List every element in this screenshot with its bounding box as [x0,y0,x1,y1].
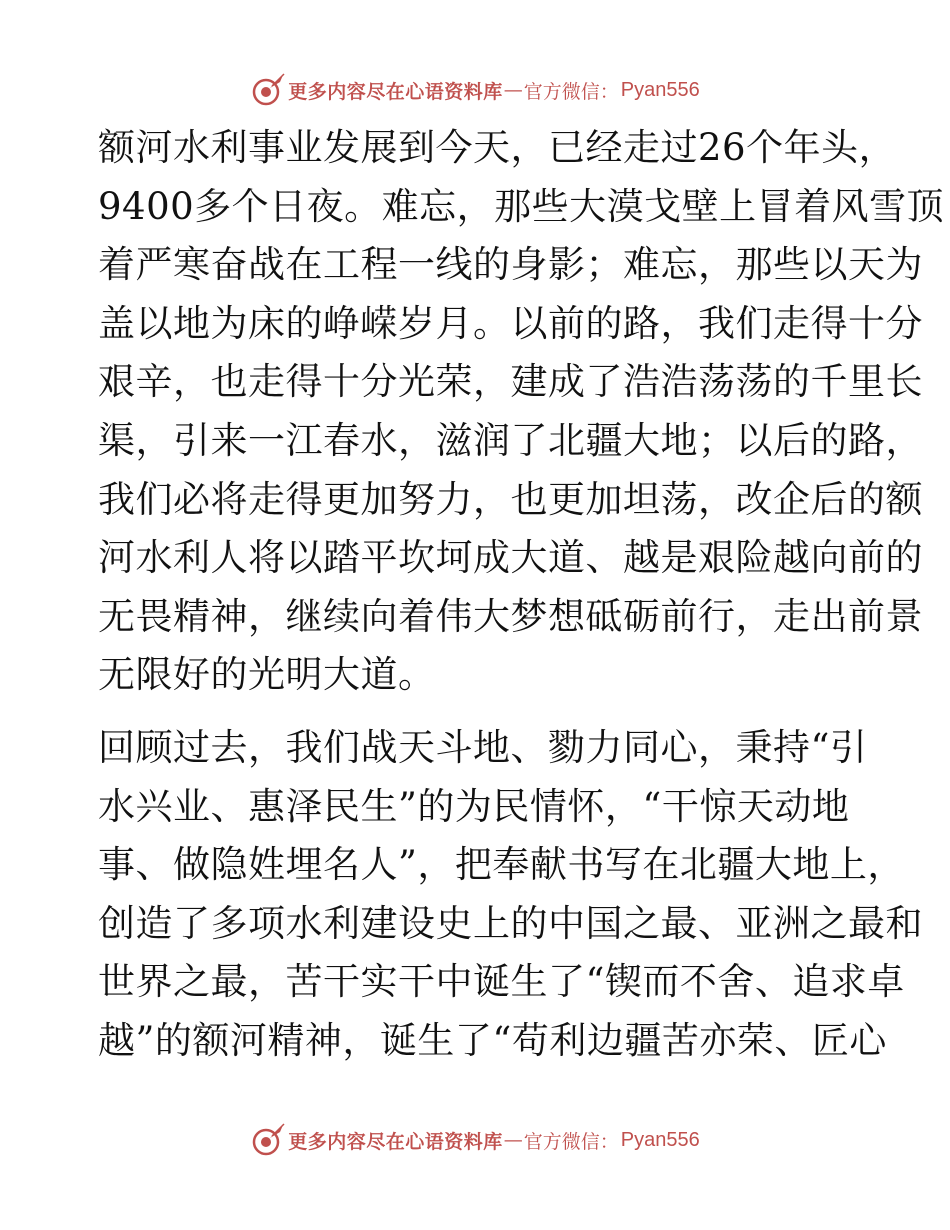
text-line: 水兴业、惠泽民生”的为民情怀，“干惊天动地 [98,784,850,828]
text-line: 越”的额河精神，诞生了“苟利边疆苦亦荣、匠心 [98,1018,887,1062]
text-line: 艰辛，也走得十分光荣，建成了浩浩荡荡的千里长 [98,360,923,404]
text-line: 着严寒奋战在工程一线的身影；难忘，那些以天为 [98,243,923,287]
banner-dash: — [503,1129,523,1151]
text-line: 我们必将走得更加努力，也更加坦荡，改企后的额 [98,477,923,521]
banner-wechat-label: 官方微信： [523,1130,619,1153]
paragraph-2 [98,719,923,1071]
quill-logo-icon [250,1122,286,1158]
paragraph-1 [98,119,945,705]
banner-wechat-id: Pyan556 [620,78,700,101]
paragraph-gap [98,705,858,719]
footer-banner [0,1120,950,1160]
banner-wechat-id: Pyan556 [620,1128,700,1151]
banner-site-name: 更多内容尽在心语资料库 [288,1130,503,1153]
header-banner [0,70,950,110]
text-line: 世界之最，苦干实干中诞生了“锲而不舍、追求卓 [98,960,905,1004]
text-line: 创造了多项水利建设史上的中国之最、亚洲之最和 [98,901,923,945]
quill-logo-icon [250,72,286,108]
text-line: 渠，引来一江春水，滋润了北疆大地；以后的路， [98,418,923,462]
document-body [98,119,945,1071]
banner-dash: — [503,79,523,101]
text-line: 额河水利事业发展到今天，已经走过26个年头， [98,126,897,169]
text-line: 9400多个日夜。难忘，那些大漠戈壁上冒着风雪顶 [98,184,945,228]
text-line: 回顾过去，我们战天斗地、勠力同心，秉持“引 [98,725,868,769]
text-line: 盖以地为床的峥嵘岁月。以前的路，我们走得十分 [98,301,923,345]
text-line: 事、做隐姓埋名人”，把奉献书写在北疆大地上， [98,843,905,887]
banner-wechat-label: 官方微信： [523,80,619,103]
text-line: 河水利人将以踏平坎坷成大道、越是艰险越向前的 [98,536,923,580]
banner-site-name: 更多内容尽在心语资料库 [288,80,503,103]
text-line: 无限好的光明大道。 [98,653,436,697]
text-line: 无畏精神，继续向着伟大梦想砥砺前行，走出前景 [98,594,923,638]
